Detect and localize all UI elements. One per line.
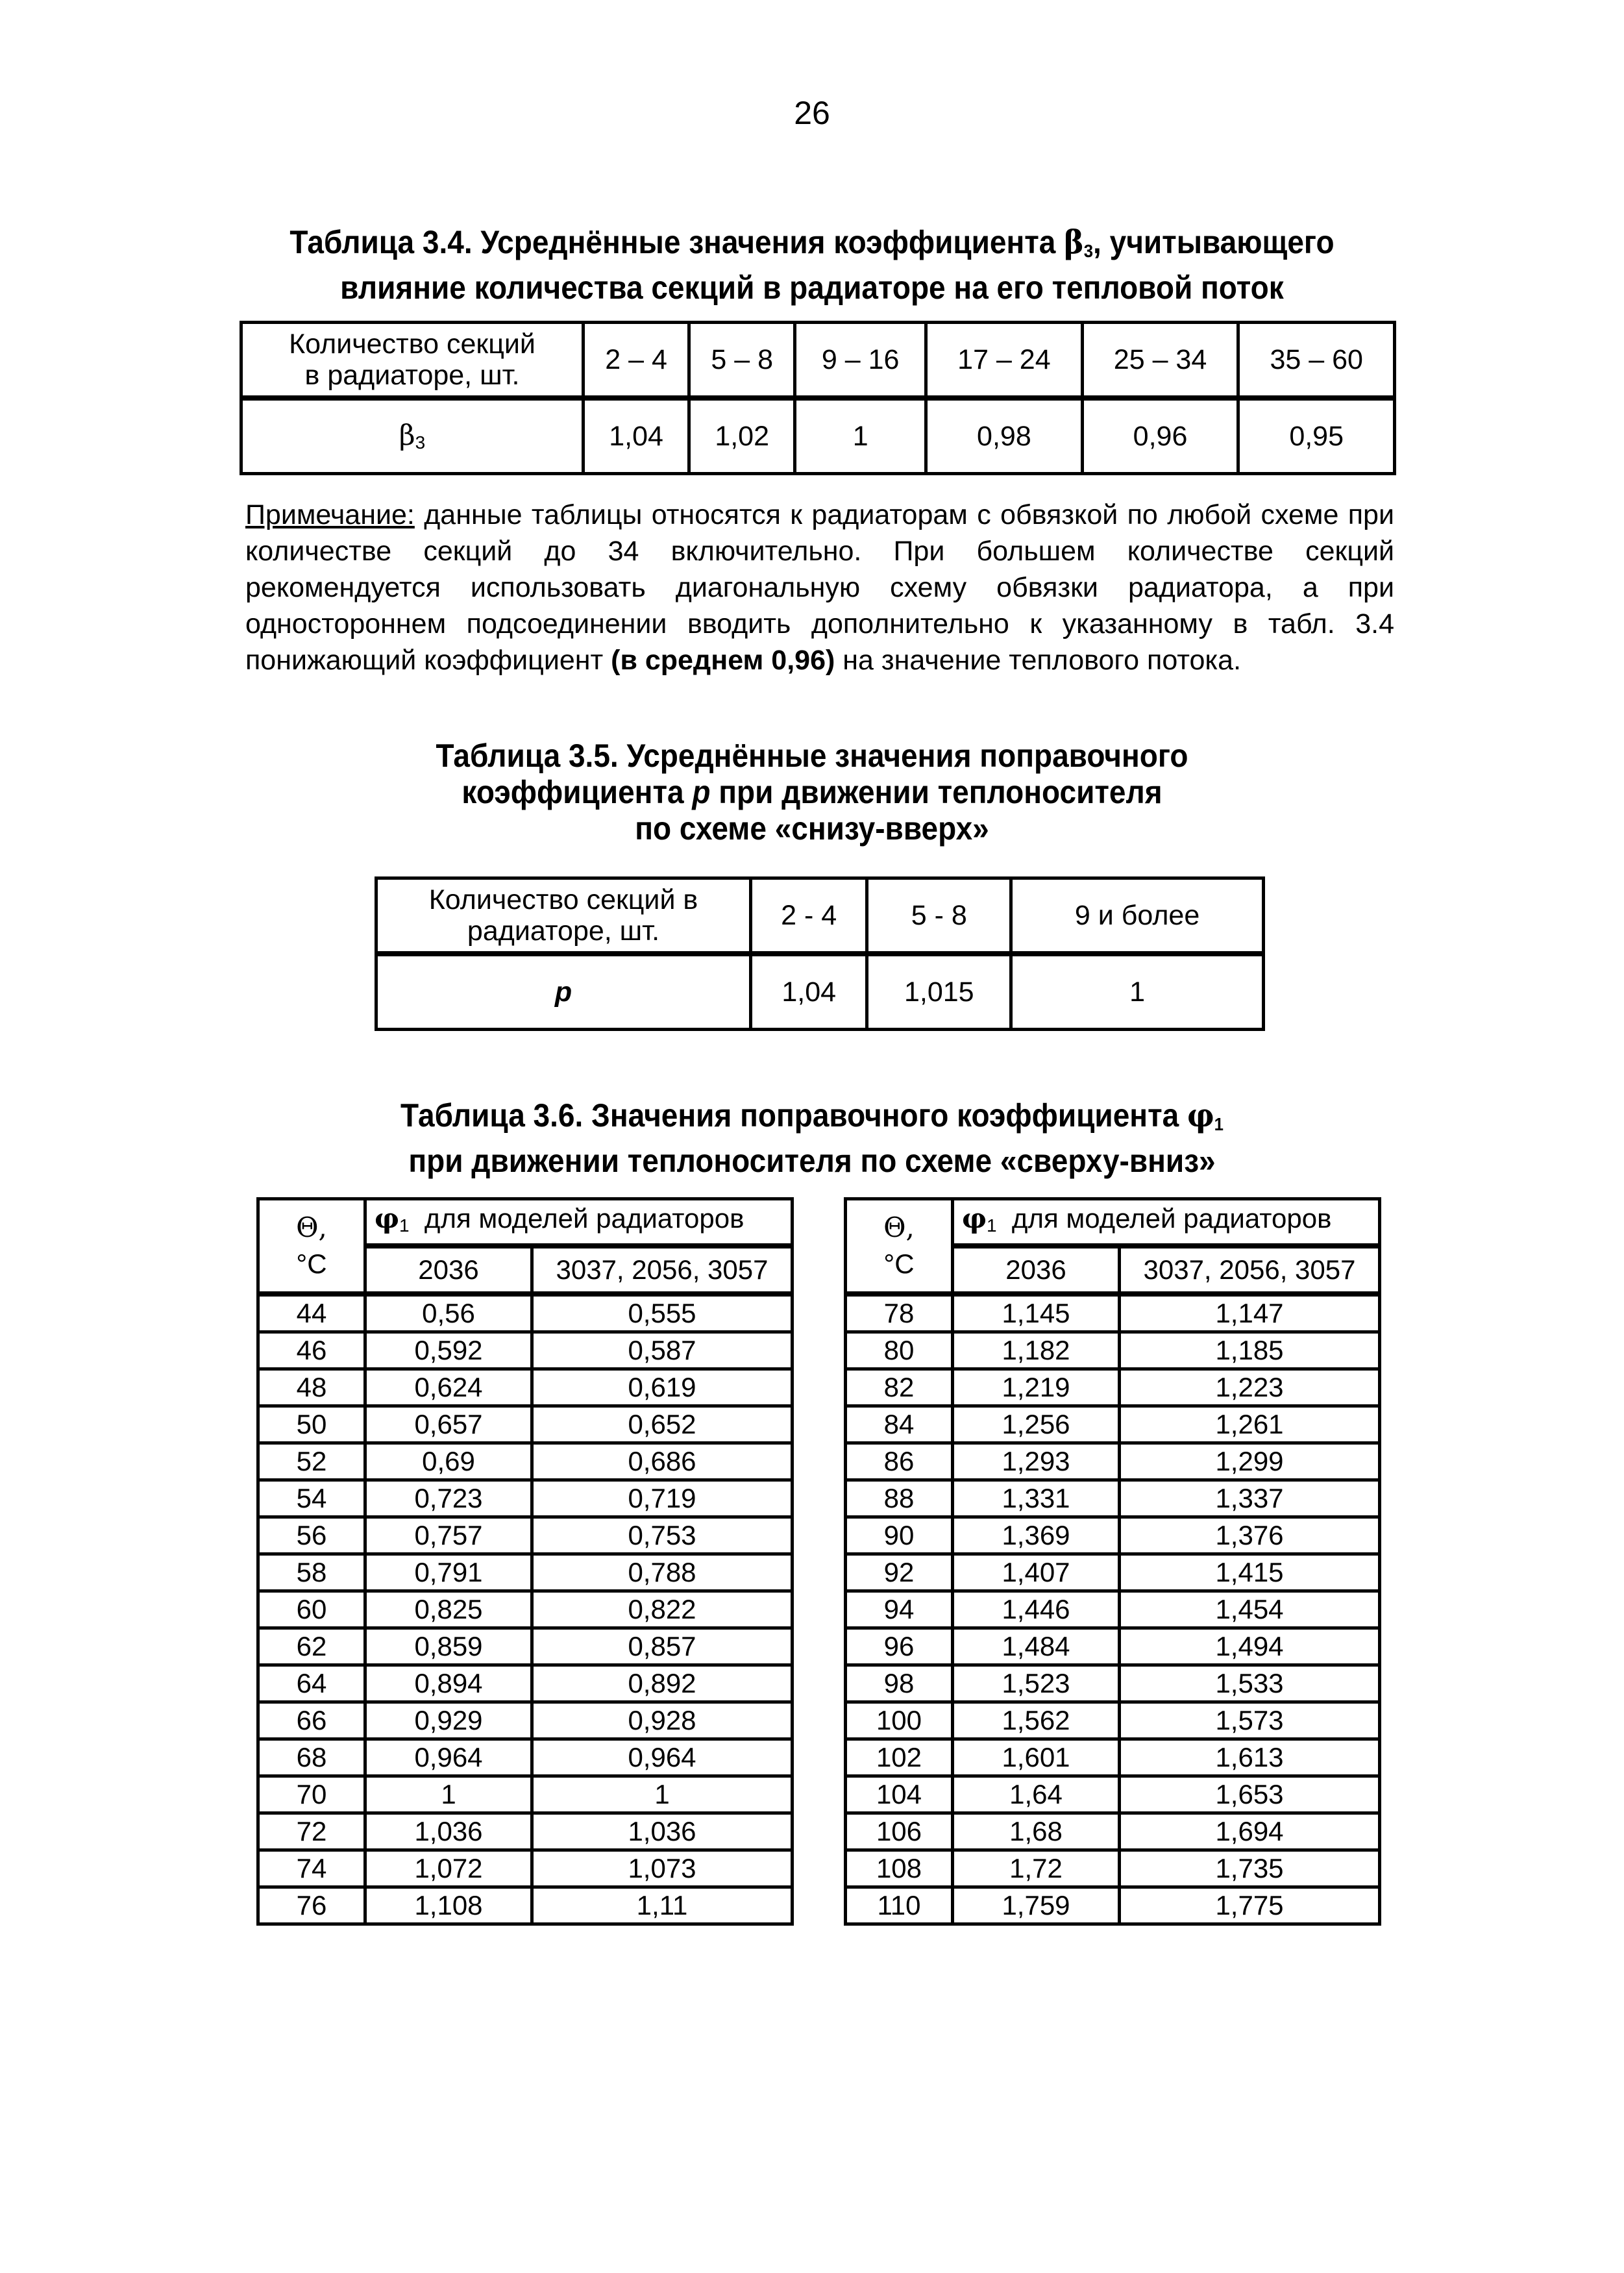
header-cell-sections: [376, 878, 751, 954]
phi-symbol: φ: [962, 1202, 987, 1234]
table-row: [258, 1294, 793, 1332]
value-cell: 0,928: [532, 1702, 793, 1739]
value-cell: 1,376: [1120, 1517, 1380, 1554]
table-row: [846, 1813, 1380, 1850]
value-cell: 0,96: [1082, 398, 1238, 474]
value-cell: 1,145: [953, 1294, 1120, 1332]
theta-cell: 98: [846, 1665, 953, 1702]
title-text: Таблица 3.5. Усреднённые значения поправочного: [436, 738, 1188, 774]
header-theta: [258, 1199, 365, 1295]
value-cell: 1,484: [953, 1628, 1120, 1665]
value-cell: 1,775: [1120, 1887, 1380, 1924]
table-3-6-left: [256, 1197, 794, 1926]
table-row: [258, 1887, 793, 1924]
value-cell: 1,293: [953, 1443, 1120, 1480]
table-3-5: [375, 876, 1265, 1031]
table-header-row: [376, 878, 1264, 954]
header-cell: 2 - 4: [751, 878, 867, 954]
theta-cell: 110: [846, 1887, 953, 1924]
phi-symbol: φ: [375, 1202, 400, 1234]
value-cell: 0,723: [365, 1480, 532, 1517]
value-cell: 1,72: [953, 1850, 1120, 1887]
title-text: , учитывающего: [1093, 224, 1335, 260]
value-cell: 1,407: [953, 1554, 1120, 1591]
theta-cell: 108: [846, 1850, 953, 1887]
value-cell: 0,587: [532, 1332, 793, 1369]
table-3-4-title: [65, 224, 1559, 306]
subscript: 3: [415, 432, 426, 453]
table-row: [241, 398, 1395, 474]
value-cell: 0,98: [926, 398, 1083, 474]
table-3-6-title: [65, 1097, 1559, 1179]
table-row: [258, 1369, 793, 1406]
theta-cell: 74: [258, 1850, 365, 1887]
value-cell: 0,753: [532, 1517, 793, 1554]
theta-cell: 106: [846, 1813, 953, 1850]
table-3-6-right: [844, 1197, 1381, 1926]
phi-symbol: φ: [1187, 1096, 1214, 1134]
table-row: [258, 1517, 793, 1554]
theta-cell: 88: [846, 1480, 953, 1517]
theta-label: Θ,: [883, 1211, 915, 1243]
value-cell: 1,64: [953, 1776, 1120, 1813]
theta-cell: 90: [846, 1517, 953, 1554]
theta-label: Θ,: [296, 1211, 327, 1243]
table-row: [258, 1406, 793, 1443]
table-row: [376, 954, 1264, 1030]
title-text: Таблица 3.4. Усреднённые значения коэффициента: [289, 224, 1064, 260]
header-theta: [846, 1199, 953, 1295]
theta-cell: 58: [258, 1554, 365, 1591]
table-row: [846, 1776, 1380, 1813]
value-cell: 1,185: [1120, 1332, 1380, 1369]
table-row: [846, 1628, 1380, 1665]
table-row: [846, 1332, 1380, 1369]
value-cell: 0,791: [365, 1554, 532, 1591]
value-cell: 1,219: [953, 1369, 1120, 1406]
theta-cell: 70: [258, 1776, 365, 1813]
value-cell: 0,825: [365, 1591, 532, 1628]
value-cell: 1,182: [953, 1332, 1120, 1369]
value-cell: 0,657: [365, 1406, 532, 1443]
table-row: [846, 1517, 1380, 1554]
table-row: [258, 1702, 793, 1739]
unit-label: °C: [883, 1248, 915, 1279]
theta-cell: 68: [258, 1739, 365, 1776]
header-label: Количество секций: [289, 329, 535, 360]
subscript: 1: [1214, 1114, 1224, 1134]
value-cell: 0,95: [1238, 398, 1395, 474]
header-model-others: 3037, 2056, 3057: [532, 1246, 793, 1294]
table-3-4: [240, 321, 1396, 475]
header-label: для моделей радиаторов: [996, 1202, 1332, 1234]
theta-cell: 62: [258, 1628, 365, 1665]
theta-cell: 52: [258, 1443, 365, 1480]
value-cell: 1: [1011, 954, 1264, 1030]
table-row: [846, 1665, 1380, 1702]
value-cell: 1,446: [953, 1591, 1120, 1628]
theta-cell: 72: [258, 1813, 365, 1850]
theta-cell: 46: [258, 1332, 365, 1369]
value-cell: 1,073: [532, 1850, 793, 1887]
table-row: [846, 1850, 1380, 1887]
value-cell: 0,929: [365, 1702, 532, 1739]
value-cell: 0,619: [532, 1369, 793, 1406]
value-cell: 1,562: [953, 1702, 1120, 1739]
value-cell: 0,964: [532, 1739, 793, 1776]
theta-cell: 76: [258, 1887, 365, 1924]
value-cell: 0,624: [365, 1369, 532, 1406]
theta-cell: 100: [846, 1702, 953, 1739]
title-text: при движении теплоносителя по схеме «сверху-вниз»: [408, 1143, 1216, 1179]
theta-cell: 50: [258, 1406, 365, 1443]
value-cell: 1,108: [365, 1887, 532, 1924]
value-cell: 0,859: [365, 1628, 532, 1665]
note-paragraph: [245, 497, 1394, 678]
theta-cell: 96: [846, 1628, 953, 1665]
table-row: [846, 1443, 1380, 1480]
table-row: [258, 1443, 793, 1480]
table-row: [846, 1369, 1380, 1406]
value-cell: 1,337: [1120, 1480, 1380, 1517]
value-cell: 1,653: [1120, 1776, 1380, 1813]
table-row: [258, 1776, 793, 1813]
value-cell: 1,369: [953, 1517, 1120, 1554]
value-cell: 0,788: [532, 1554, 793, 1591]
row-label-p: p: [376, 954, 751, 1030]
table-row: [258, 1739, 793, 1776]
value-cell: 1,694: [1120, 1813, 1380, 1850]
theta-cell: 54: [258, 1480, 365, 1517]
header-model-2036: 2036: [953, 1246, 1120, 1294]
value-cell: 1,015: [867, 954, 1011, 1030]
header-cell: 5 – 8: [689, 323, 795, 399]
table-row: [258, 1850, 793, 1887]
header-model-2036: 2036: [365, 1246, 532, 1294]
table-3-6-right-body: [846, 1199, 1380, 1924]
unit-label: °C: [296, 1248, 327, 1279]
note-text: на значение теплового потока.: [835, 645, 1242, 676]
title-text: влияние количества секций в радиаторе на его тепловой поток: [340, 269, 1284, 306]
value-cell: 0,686: [532, 1443, 793, 1480]
table-row: [258, 1813, 793, 1850]
beta-symbol: β: [399, 419, 415, 452]
table-header-row: [241, 323, 1395, 399]
table-row: [846, 1887, 1380, 1924]
table-row: [258, 1554, 793, 1591]
theta-cell: 48: [258, 1369, 365, 1406]
theta-cell: 56: [258, 1517, 365, 1554]
note-text: данные таблицы относятся к радиаторам с обвязкой по любой схеме при количестве секций до 34 включительно. При большем количестве секций рекомендуется использовать диагональную схему обвязки радиатора, а при одностороннем подсоединении вводить дополнительно к указанному в табл. 3.4 понижающий коэффициент: [245, 499, 1394, 676]
value-cell: 1,256: [953, 1406, 1120, 1443]
value-cell: 1,533: [1120, 1665, 1380, 1702]
theta-cell: 92: [846, 1554, 953, 1591]
header-label: радиаторе, шт.: [467, 915, 660, 947]
value-cell: 1,036: [365, 1813, 532, 1850]
header-cell-sections: [241, 323, 584, 399]
header-cell: 2 – 4: [584, 323, 689, 399]
subscript: 3: [1083, 241, 1094, 261]
value-cell: 0,652: [532, 1406, 793, 1443]
table-row: [258, 1665, 793, 1702]
value-cell: 1,261: [1120, 1406, 1380, 1443]
value-cell: 1: [795, 398, 926, 474]
table-row: [846, 1480, 1380, 1517]
table-header-row: [258, 1199, 793, 1247]
table-row: [258, 1332, 793, 1369]
value-cell: 1,02: [689, 398, 795, 474]
header-cell: 17 – 24: [926, 323, 1083, 399]
value-cell: 0,719: [532, 1480, 793, 1517]
value-cell: 1,072: [365, 1850, 532, 1887]
p-symbol: p: [692, 774, 711, 810]
table-row: [846, 1294, 1380, 1332]
header-cell: 25 – 34: [1082, 323, 1238, 399]
subscript: 1: [399, 1215, 410, 1236]
header-phi-group: [365, 1199, 793, 1247]
note-label: Примечание:: [245, 499, 415, 530]
table-row: [846, 1406, 1380, 1443]
value-cell: 0,857: [532, 1628, 793, 1665]
value-cell: 1,11: [532, 1887, 793, 1924]
note-bold-text: (в среднем 0,96): [611, 645, 835, 676]
value-cell: 1,331: [953, 1480, 1120, 1517]
value-cell: 0,56: [365, 1294, 532, 1332]
value-cell: 1,494: [1120, 1628, 1380, 1665]
theta-cell: 60: [258, 1591, 365, 1628]
table-row: [846, 1591, 1380, 1628]
theta-cell: 102: [846, 1739, 953, 1776]
title-text: коэффициента: [461, 774, 693, 810]
value-cell: 1,613: [1120, 1739, 1380, 1776]
value-cell: 1,147: [1120, 1294, 1380, 1332]
value-cell: 1,573: [1120, 1702, 1380, 1739]
theta-cell: 84: [846, 1406, 953, 1443]
value-cell: 1,759: [953, 1887, 1120, 1924]
value-cell: 1,601: [953, 1739, 1120, 1776]
table-row: [258, 1591, 793, 1628]
value-cell: 0,555: [532, 1294, 793, 1332]
table-row: [846, 1702, 1380, 1739]
value-cell: 1,454: [1120, 1591, 1380, 1628]
title-text: при движении теплоносителя: [710, 774, 1163, 810]
title-text: по схеме «снизу-вверх»: [635, 810, 989, 847]
table-3-5-title: [65, 738, 1559, 847]
value-cell: 1,415: [1120, 1554, 1380, 1591]
table-row: [258, 1480, 793, 1517]
row-label-beta3: [241, 398, 584, 474]
value-cell: 0,69: [365, 1443, 532, 1480]
theta-cell: 78: [846, 1294, 953, 1332]
header-label: Количество секций в: [428, 884, 698, 915]
theta-cell: 64: [258, 1665, 365, 1702]
value-cell: 0,822: [532, 1591, 793, 1628]
value-cell: 0,757: [365, 1517, 532, 1554]
value-cell: 1,68: [953, 1813, 1120, 1850]
header-model-others: 3037, 2056, 3057: [1120, 1246, 1380, 1294]
value-cell: 1,523: [953, 1665, 1120, 1702]
header-cell: 35 – 60: [1238, 323, 1395, 399]
table-header-row: [846, 1199, 1380, 1247]
header-cell: 9 и более: [1011, 878, 1264, 954]
table-row: [846, 1554, 1380, 1591]
value-cell: 1,04: [751, 954, 867, 1030]
theta-cell: 104: [846, 1776, 953, 1813]
table-row: [258, 1628, 793, 1665]
header-label: для моделей радиаторов: [409, 1202, 744, 1234]
value-cell: 0,964: [365, 1739, 532, 1776]
table-3-6-left-body: [258, 1199, 793, 1924]
value-cell: 1,036: [532, 1813, 793, 1850]
value-cell: 1,299: [1120, 1443, 1380, 1480]
table-row: [846, 1739, 1380, 1776]
title-text: Таблица 3.6. Значения поправочного коэффициента: [400, 1097, 1187, 1134]
subscript: 1: [987, 1215, 997, 1236]
header-cell: 9 – 16: [795, 323, 926, 399]
value-cell: 0,892: [532, 1665, 793, 1702]
theta-cell: 44: [258, 1294, 365, 1332]
value-cell: 0,592: [365, 1332, 532, 1369]
header-cell: 5 - 8: [867, 878, 1011, 954]
value-cell: 1,735: [1120, 1850, 1380, 1887]
theta-cell: 94: [846, 1591, 953, 1628]
theta-cell: 86: [846, 1443, 953, 1480]
header-phi-group: [953, 1199, 1380, 1247]
theta-cell: 80: [846, 1332, 953, 1369]
value-cell: 1,223: [1120, 1369, 1380, 1406]
page-number: 26: [794, 95, 830, 131]
beta-symbol: β: [1064, 223, 1084, 261]
value-cell: 1: [365, 1776, 532, 1813]
value-cell: 0,894: [365, 1665, 532, 1702]
header-label: в радиаторе, шт.: [304, 360, 520, 391]
theta-cell: 82: [846, 1369, 953, 1406]
value-cell: 1: [532, 1776, 793, 1813]
value-cell: 1,04: [584, 398, 689, 474]
theta-cell: 66: [258, 1702, 365, 1739]
